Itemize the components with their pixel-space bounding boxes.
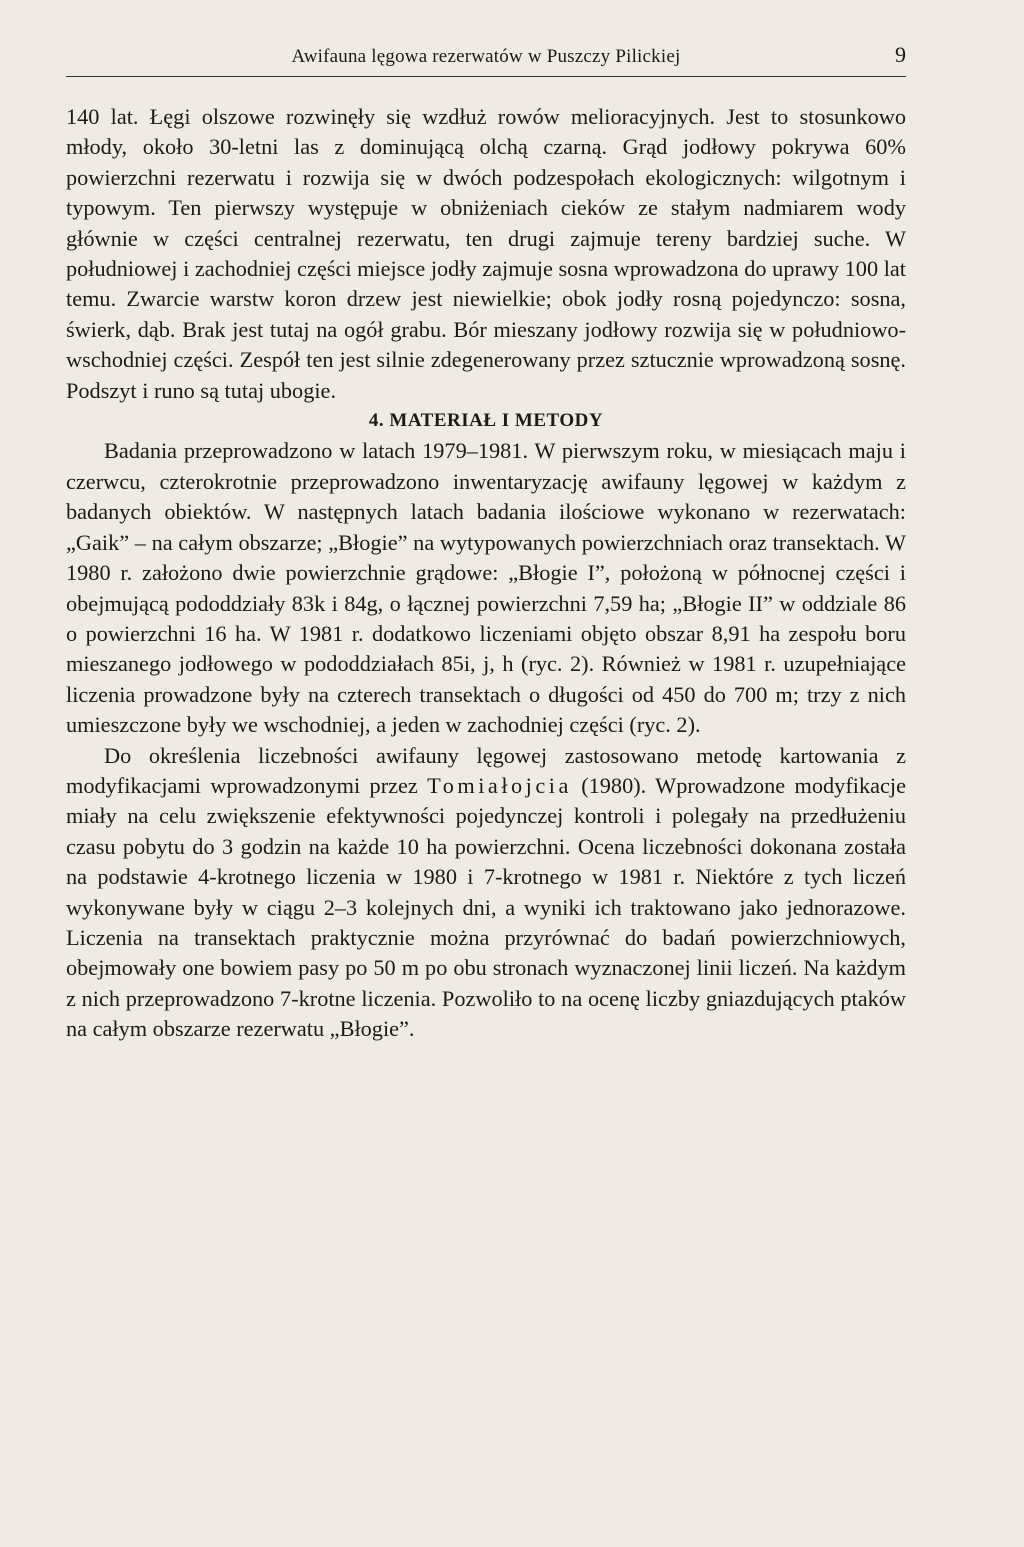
running-header xyxy=(66,40,906,77)
paragraph-methods-mapping xyxy=(66,741,906,1045)
cited-author: Tomiałojcia xyxy=(427,772,572,798)
paragraph-text-end: (1980). Wprowadzone modyfikacje miały na celu zwiększenie efektywności pojedynczej kontroli i polegały na przedłużeniu czasu pobytu do 3 godzin na każde 10 ha powierzchni. Ocena liczebności dokonana została na podstawie 4-krotnego liczenia w 1980 i 7-krotnego w 1981 r. Niektóre z tych liczeń wykonywane były w ciągu 2–3 kolejnych dni, a wyniki ich traktowano jako jednorazowe. Liczenia na transektach praktycznie można przyrównać do badań powierzchniowych, obejmowały one bowiem pasy po 50 m po obu stronach wyznaczonej linii liczeń. Na każdym z nich przeprowadzono 7-krotne liczenia. Pozwoliło to na ocenę liczby gniazdujących ptaków na całym obszarze rezerwatu „Błogie”. xyxy=(66,772,906,1042)
paragraph-methods-study-period: Badania przeprowadzono w latach 1979–1981. W pierwszym roku, w miesiącach maju i czerwcu, czterokrotnie przeprowadzono inwentaryzację awifauny lęgowej w każdym z badanych obiektów. W następnych latach badania ilościowe wykonano w rezerwatach: „Gaik” – na całym obszarze; „Błogie” na wytypowanych powierzchniach oraz transektach. W 1980 r. założono dwie powierzchnie grądowe: „Błogie I”, położoną w północnej części i obejmującą pododdziały 83k i 84g, o łącznej powierzchni 7,59 ha; „Błogie II” w oddziale 86 o powierzchni 16 ha. W 1981 r. dodatkowo liczeniami objęto obszar 8,91 ha zespołu boru mieszanego jodłowego w pododdziałach 85i, j, h (ryc. 2). Również w 1981 r. uzupełniające liczenia prowadzone były na czterech transektach o długości od 450 do 700 m; trzy z nich umieszczone były we wschodniej, a jeden w zachodniej części (ryc. 2). xyxy=(66,438,906,738)
paragraph-continuation: 140 lat. Łęgi olszowe rozwinęły się wzdłuż rowów melioracyjnych. Jest to stosunkowo młody, około 30-letni las z dominującą olchą czarną. Grąd jodłowy pokrywa 60% powierzchni rezerwatu i rozwija się w dwóch podzespołach ekologicznych: wilgotnym i typowym. Ten pierwszy występuje w obniżeniach cieków ze stałym nadmiarem wody głównie w części centralnej rezerwatu, ten drugi zajmuje tereny bardziej suche. W południowej i zachodniej części miejsce jodły zajmuje sosna wprowadzona do uprawy 100 lat temu. Zwarcie warstw koron drzew jest niewielkie; obok jodły rosną pojedynczo: sosna, świerk, dąb. Brak jest tutaj na ogół grabu. Bór mieszany jodłowy rozwija się w południowo-wschodniej części. Zespół ten jest silnie zdegenerowany przez sztucznie wprowadzoną sosnę. Podszyt i runo są tutaj ubogie. xyxy=(66,104,906,403)
body-text xyxy=(66,102,906,1045)
paragraph-text-start: Do określenia liczebności awifauny lęgowej zastosowano metodę kartowania z modyfikacjami wprowadzonymi przez xyxy=(66,742,906,798)
section-heading: 4. MATERIAŁ I METODY xyxy=(368,410,604,432)
page-number: 9 xyxy=(895,42,906,67)
running-title: Awifauna lęgowa rezerwatów w Puszczy Pilickiej xyxy=(291,46,681,67)
